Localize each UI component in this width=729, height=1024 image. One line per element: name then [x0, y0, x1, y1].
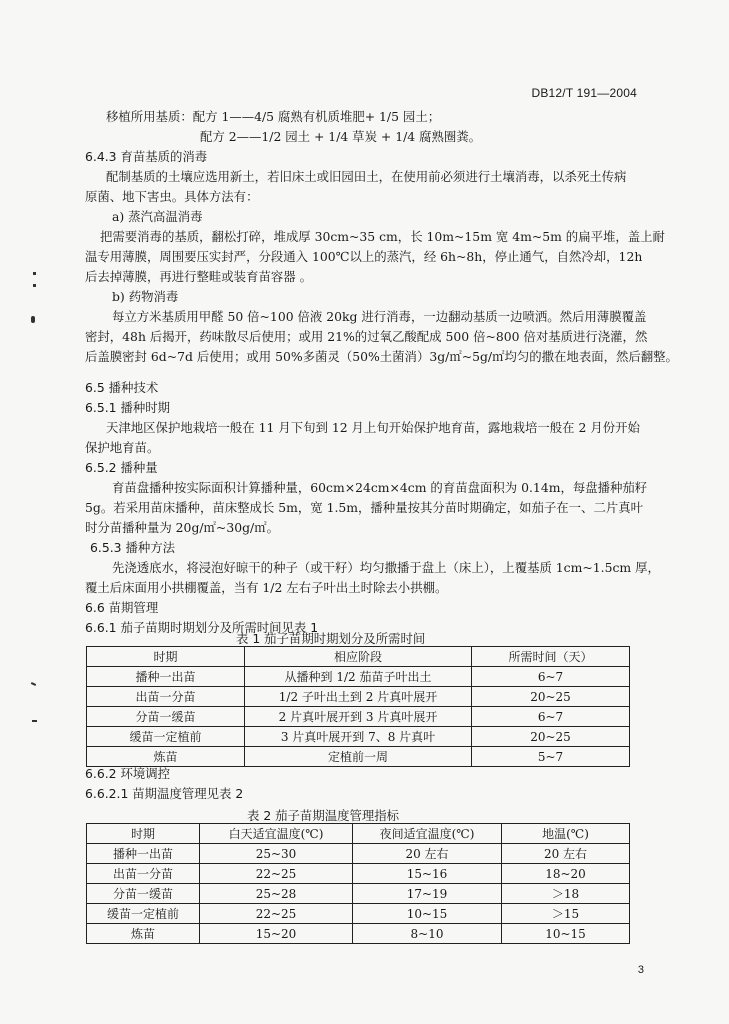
table-row: [87, 844, 630, 864]
table-cell: 炼苗: [87, 924, 200, 944]
table-cell: ＞15: [502, 904, 630, 924]
table-header-cell: 夜间适宜温度(℃): [353, 824, 502, 844]
body-line: 天津地区保护地栽培一般在 11 月下旬到 12 月上旬开始保护地育苗，露地栽培一般在 2 月份开始: [106, 420, 640, 435]
table-row: [87, 884, 630, 904]
table-row: [87, 924, 630, 944]
table-cell: 分苗一缓苗: [87, 707, 245, 727]
body-line: 育苗盘播种按实际面积计算播种量，60cm×24cm×4cm 的育苗盘面积为 0.14m，每盘播种茄籽: [112, 480, 648, 495]
table-cell: 缓苗一定植前: [87, 904, 200, 924]
table-header-cell: 地温(℃): [502, 824, 630, 844]
page-number: 3: [637, 964, 644, 976]
body-line: 每立方米基质用甲醛 50 倍~100 倍液 20kg 进行消毒，一边翻动基质一边喷洒。然后用薄膜覆盖: [112, 309, 647, 324]
table-cell: 22~25: [200, 864, 353, 884]
standard-code: DB12/T 191—2004: [531, 86, 637, 100]
body-line: 密封，48h 后揭开，药味散尽后使用；或用 21%的过氧乙酸配成 500 倍~800 倍对基质进行浇灌，然: [85, 329, 648, 344]
body-line: 先浇透底水，将浸泡好晾干的种子（或干籽）均匀撒播于盘上（床上），上覆基质 1cm~1.5cm 厚，: [112, 560, 660, 575]
section-heading: 6.6 苗期管理: [85, 600, 159, 615]
table-cell: 20 左右: [353, 844, 502, 864]
table-header-cell: 时期: [87, 824, 200, 844]
table-row: [87, 687, 630, 707]
scan-speck: [33, 284, 36, 287]
section-heading: 6.6.2 环境调控: [85, 766, 171, 781]
section-heading: 6.5.1 播种时期: [85, 400, 171, 415]
body-line: 5g。若采用苗床播种，苗床整成长 5m，宽 1.5m，播种量按其分苗时期确定，如茄子在一、二片真叶: [85, 500, 644, 515]
table-header-cell: 白天适宜温度(℃): [200, 824, 353, 844]
table-cell: 5~7: [472, 747, 630, 767]
table-header-cell: 时期: [87, 647, 245, 667]
table-cell: 分苗一缓苗: [87, 884, 200, 904]
table-cell: 从播种到 1/2 茄苗子叶出土: [245, 667, 472, 687]
table-cell: 炼苗: [87, 747, 245, 767]
table-header-row: [87, 824, 630, 844]
scan-speck: [31, 316, 35, 323]
table-cell: 出苗一分苗: [87, 687, 245, 707]
table-cell: 6~7: [472, 667, 630, 687]
table-cell: 15~16: [353, 864, 502, 884]
table-cell: 定植前一周: [245, 747, 472, 767]
scan-speck: [31, 682, 36, 686]
table-row: [87, 904, 630, 924]
table-2-caption: 表 2 茄子苗期温度管理指标: [247, 808, 400, 823]
table-cell: 2 片真叶展开到 3 片真叶展开: [245, 707, 472, 727]
table-row: [87, 707, 630, 727]
table-cell: 缓苗一定植前: [87, 727, 245, 747]
list-label: a) 蒸汽高温消毒: [112, 209, 203, 224]
table-cell: 10~15: [502, 924, 630, 944]
body-line: 配制基质的土壤应选用新土，若旧床土或旧园田土，在使用前必须进行土壤消毒，以杀死土传病: [106, 169, 627, 184]
body-line: 时分苗播种量为 20g/㎡~30g/㎡。: [85, 520, 279, 535]
table-2: [86, 823, 630, 944]
section-heading: 6.4.3 育苗基质的消毒: [85, 149, 208, 164]
table-cell: 22~25: [200, 904, 353, 924]
body-line: 移植所用基质：配方 1——4/5 腐熟有机质堆肥+ 1/5 园土；: [106, 109, 441, 124]
table-cell: 20 左右: [502, 844, 630, 864]
body-line: 温专用薄膜，周围要压实封严，分段通入 100℃以上的蒸汽，经 6h~8h，停止通气，自然冷却，12h: [85, 249, 643, 264]
body-line: 把需要消毒的基质，翻松打碎，堆成厚 30cm~35 cm，长 10m~15m 宽 4m~5m 的扁平堆，盖上耐: [100, 229, 665, 244]
section-heading: 6.5 播种技术: [85, 380, 159, 395]
section-heading: 6.5.3 播种方法: [90, 540, 176, 555]
section-heading: 6.6.2.1 苗期温度管理见表 2: [85, 786, 244, 801]
table-row: [87, 667, 630, 687]
table-cell: 3 片真叶展开到 7、8 片真叶: [245, 727, 472, 747]
body-line: 保护地育苗。: [85, 440, 160, 455]
body-line: 配方 2——1/2 园土 + 1/4 草炭 + 1/4 腐熟圈粪。: [200, 129, 482, 144]
scan-speck: [32, 720, 37, 722]
table-cell: 播种一出苗: [87, 844, 200, 864]
table-header-cell: 相应阶段: [245, 647, 472, 667]
table-cell: 25~30: [200, 844, 353, 864]
section-heading: 6.6.1 茄子苗期时期划分及所需时间见表 1: [85, 620, 319, 635]
table-header-cell: 所需时间（天）: [472, 647, 630, 667]
table-cell: 10~15: [353, 904, 502, 924]
table-cell: 1/2 子叶出土到 2 片真叶展开: [245, 687, 472, 707]
table-cell: 8~10: [353, 924, 502, 944]
table-cell: 25~28: [200, 884, 353, 904]
table-1-caption: 表 1 茄子苗期时期划分及所需时间: [236, 631, 426, 646]
table-cell: ＞18: [502, 884, 630, 904]
body-line: 覆土后床面用小拱棚覆盖，当有 1/2 左右子叶出土时除去小拱棚。: [85, 580, 448, 595]
body-line: 原菌、地下害虫。具体方法有：: [85, 189, 259, 204]
table-header-row: [87, 647, 630, 667]
table-cell: 20~25: [472, 727, 630, 747]
section-heading: 6.5.2 播种量: [85, 460, 158, 475]
table-cell: 17~19: [353, 884, 502, 904]
body-line: 后去掉薄膜，再进行整畦或装育苗容器 。: [85, 269, 312, 284]
table-row: [87, 727, 630, 747]
table-cell: 18~20: [502, 864, 630, 884]
scan-speck: [33, 272, 36, 275]
table-cell: 20~25: [472, 687, 630, 707]
list-label: b) 药物消毒: [112, 289, 179, 304]
table-row: [87, 864, 630, 884]
body-line: 后盖膜密封 6d~7d 后使用；或用 50%多菌灵（50%土菌消）3g/㎡~5g/㎡均匀的撒在地表面，然后翻整。: [85, 349, 678, 364]
table-1: [86, 646, 630, 767]
table-cell: 6~7: [472, 707, 630, 727]
table-cell: 播种一出苗: [87, 667, 245, 687]
table-cell: 出苗一分苗: [87, 864, 200, 884]
table-cell: 15~20: [200, 924, 353, 944]
